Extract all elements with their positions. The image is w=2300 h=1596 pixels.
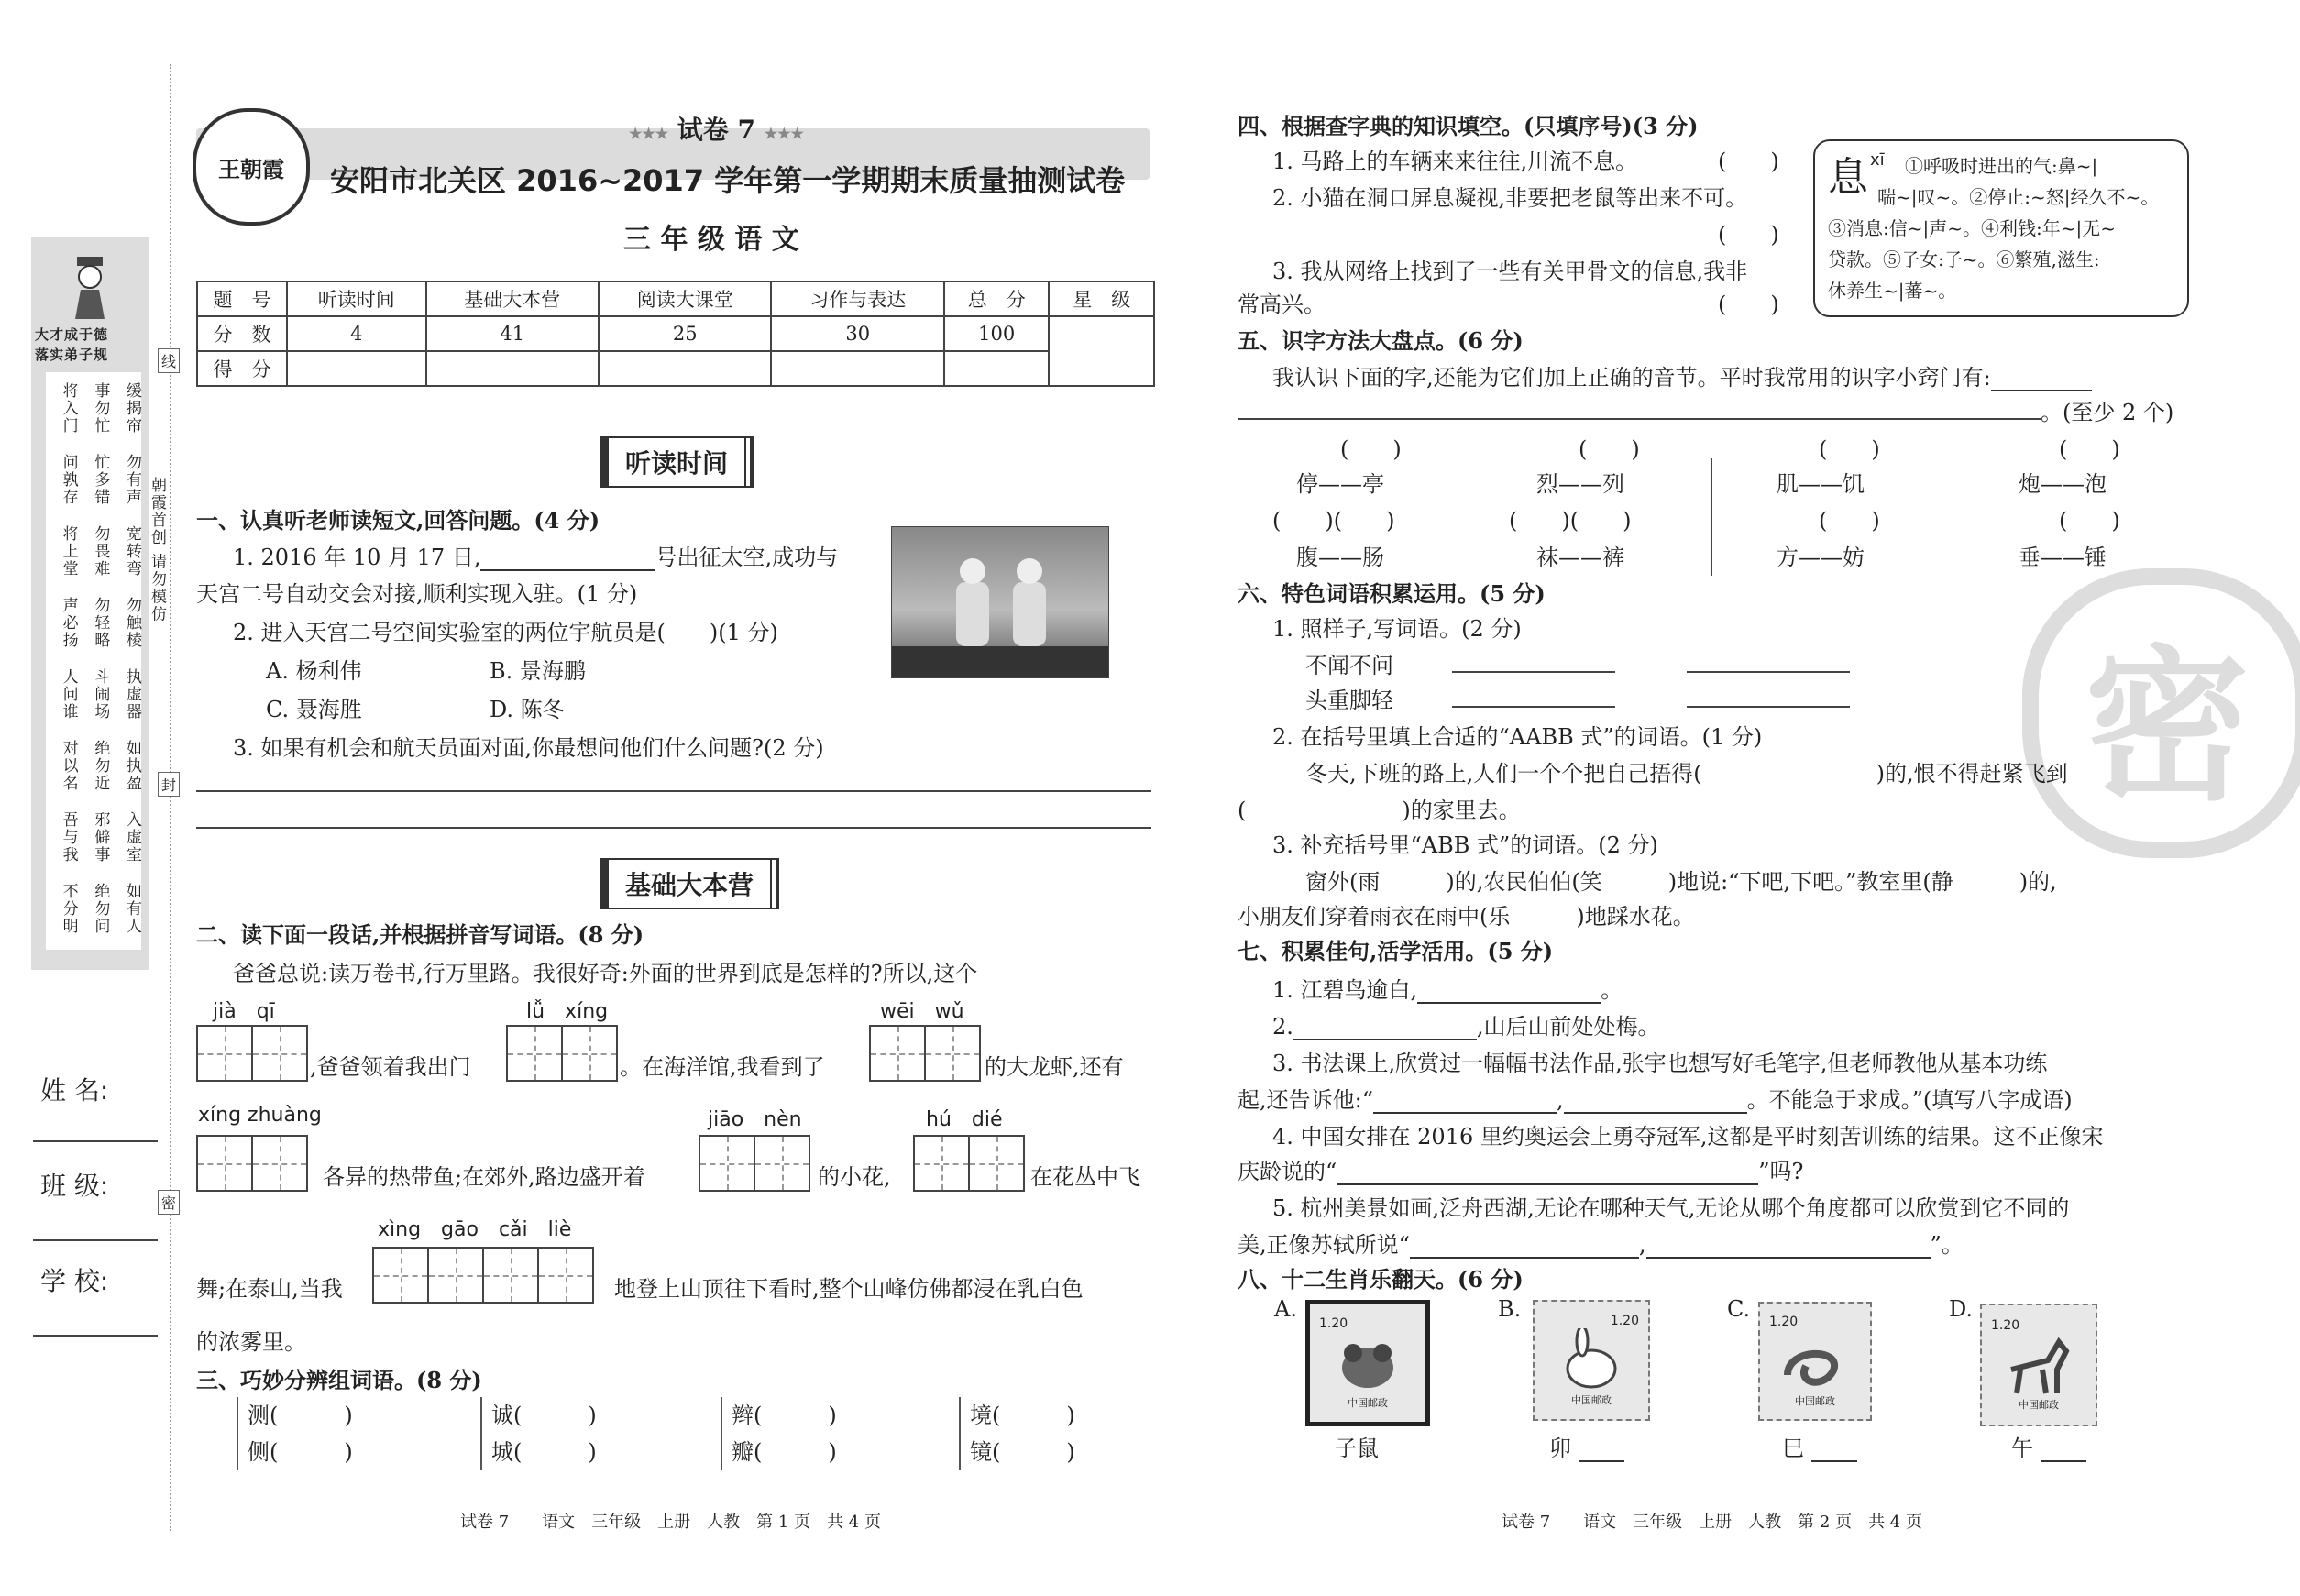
side-proverb: 人问谁 (59, 667, 78, 721)
dict-line: ③消息:信~|声~。④利钱:年~|无~ (1828, 217, 2116, 239)
watermark-text: 密 (2084, 630, 2250, 823)
q2-text: 的大龙虾,还有 (985, 1054, 1124, 1080)
word-pair: 垂——锤 (2019, 545, 2107, 570)
q7-5: 5. 杭州美景如画,泛舟西湖,无论在哪种天气,无论从哪个角度都可以欣赏到它不同的 (1272, 1195, 2070, 1221)
char-grid[interactable] (913, 1135, 1023, 1192)
answer-paren[interactable]: ( )( ) (1272, 508, 1395, 534)
table-header: 基础大本营 (426, 281, 599, 316)
char-grid[interactable] (196, 1025, 306, 1082)
table-cell: 30 (771, 316, 943, 351)
q3-item[interactable]: 测( ) (248, 1403, 353, 1428)
q7-1: 1. 江碧鸟逾白, 。 (1272, 977, 1623, 1003)
stamp-snake (1758, 1302, 1872, 1421)
answer-paren[interactable]: ( ) (1340, 436, 1402, 462)
side-proverb: 将入门 (59, 381, 78, 435)
answer-blank[interactable] (1579, 1436, 1624, 1462)
side-proverb: 入虚室 (123, 810, 141, 864)
dict-character: 息 (1828, 154, 1868, 201)
q8-title: 八、十二生肖乐翻天。(6 分) (1238, 1266, 1524, 1293)
q3-group (237, 1397, 353, 1470)
q7-4-cont: 庆龄说的“ ”吗? (1238, 1159, 1804, 1184)
answer-blank[interactable] (1410, 1233, 1639, 1259)
star-icon: ★★★ (629, 125, 669, 142)
pinyin: jiāo nèn (708, 1108, 802, 1131)
side-proverb: 忙多错 (91, 453, 110, 506)
seal-mark: 线 (158, 348, 180, 373)
q6-2-text: ( )的家里去。 (1238, 798, 1521, 823)
section-banner-listen: 听读时间 (607, 436, 746, 488)
q7-title: 七、积累佳句,活学活用。(5 分) (1238, 938, 1554, 964)
q2-line1: 爸爸总说:读万卷书,行万里路。我很好奇:外面的世界到底是怎样的?所以,这个 (233, 961, 978, 986)
table-header: 题 号 (197, 281, 287, 316)
stamp-letter: A. (1274, 1296, 1297, 1322)
pinyin: xíng zhuàng (198, 1104, 322, 1127)
q1-3: 3. 如果有机会和航天员面对面,你最想问他们什么问题?(2 分) (233, 735, 824, 761)
side-proverb: 邪僻事 (91, 810, 110, 864)
side-panel (31, 237, 149, 970)
table-cell: 41 (426, 316, 599, 351)
watermark-seal (2022, 568, 2300, 858)
table-header: 星 级 (1049, 281, 1154, 316)
q2-text: 在花丛中飞 (1030, 1164, 1140, 1190)
score-input-cell[interactable] (426, 351, 599, 386)
table-row-label: 得 分 (197, 351, 287, 386)
side-motto-1: 大才成于德 (35, 326, 109, 343)
q1-option[interactable]: D. 陈冬 (490, 697, 565, 722)
side-note: 朝霞首创 请勿模仿 (148, 477, 166, 623)
star-icon: ★★★ (764, 125, 804, 142)
answer-line[interactable] (1687, 706, 1850, 708)
q1-option[interactable]: A. 杨利伟 (266, 658, 362, 684)
word-pair: 停——亭 (1296, 471, 1384, 497)
stamp-answer: 巳 (1782, 1430, 1857, 1462)
paper-title: 安阳市北关区 2016~2017 学年第一学期期末质量抽测试卷 (330, 163, 1126, 198)
answer-blank[interactable] (480, 545, 655, 571)
stamp-country: 中国邮政 (1348, 1397, 1388, 1409)
side-proverb: 勿触棱 (123, 596, 141, 649)
q3-group (959, 1397, 1075, 1470)
answer-paren[interactable]: ( ) (1718, 222, 1779, 248)
side-motto-2: 落实弟子规 (35, 347, 109, 363)
q4-3: 3. 我从网络上找到了一些有关甲骨文的信息,我非 (1272, 259, 1748, 284)
side-proverb: 绝勿问 (91, 882, 110, 935)
name-label: 姓 名: (40, 1075, 109, 1106)
q2-text: 的浓雾里。 (196, 1329, 306, 1355)
q6-example: 头重脚轻 (1305, 688, 1393, 713)
side-proverb: 事勿忙 (91, 381, 110, 435)
stamp-letter: B. (1498, 1296, 1522, 1322)
q1-option[interactable]: B. 景海鹏 (490, 658, 586, 684)
q4-title: 四、根据查字典的知识填空。(只填序号)(3 分) (1238, 113, 1699, 139)
school-label: 学 校: (40, 1266, 109, 1296)
score-table (196, 281, 1155, 387)
char-grid[interactable] (372, 1247, 592, 1304)
stamp-answer: 卯 (1549, 1430, 1624, 1462)
q4-3-cont: 常高兴。 (1238, 292, 1326, 317)
q4-1: 1. 马路上的车辆来来往往,川流不息。 (1272, 149, 1638, 174)
stamp-answer: 子鼠 (1335, 1436, 1379, 1461)
answer-blank[interactable] (1373, 1088, 1557, 1114)
q1-2: 2. 进入天宫二号空间实验室的两位宇航员是( )(1 分) (233, 620, 778, 645)
stamp-letter: C. (1727, 1296, 1751, 1322)
answer-paren[interactable]: ( ) (1819, 436, 1880, 462)
dict-line: 休养生~|蕃~。 (1828, 280, 1957, 302)
q3-item[interactable]: 城( ) (491, 1439, 597, 1465)
divider (1711, 458, 1712, 576)
answer-blank[interactable] (1991, 366, 2092, 391)
answer-line[interactable] (1452, 706, 1615, 708)
pinyin: wēi wǔ (880, 1000, 964, 1023)
answer-blank[interactable] (1811, 1436, 1857, 1462)
stamp-answer: 午 (2011, 1430, 2086, 1462)
answer-line[interactable] (1452, 671, 1615, 673)
table-header: 阅读大课堂 (599, 281, 771, 316)
stamp-country: 中国邮政 (2019, 1399, 2059, 1411)
side-proverb: 如有人 (123, 882, 141, 935)
name-field[interactable] (33, 1140, 158, 1142)
q7-4: 4. 中国女排在 2016 里约奥运会上勇夺冠军,这都是平时刻苦训练的结果。这不正像宋 (1272, 1124, 2104, 1150)
q4-2: 2. 小猫在洞口屏息凝视,非要把老鼠等出来不可。 (1272, 185, 1748, 211)
side-proverb: 缓揭帘 (123, 381, 141, 435)
logo (193, 108, 310, 226)
side-proverb: 问孰存 (59, 453, 78, 506)
table-header: 习作与表达 (771, 281, 943, 316)
answer-line[interactable] (196, 827, 1151, 829)
page-footer-right: 试卷 7 语文 三年级 上册 人教 第 2 页 共 4 页 (1502, 1513, 1922, 1532)
side-proverb: 宽转弯 (123, 524, 141, 578)
rabbit-icon (1555, 1328, 1628, 1392)
seal-mark: 密 (158, 1190, 180, 1215)
score-input-cell[interactable] (771, 351, 943, 386)
q6-2: 2. 在括号里填上合适的“AABB 式”的词语。(1 分) (1272, 724, 1763, 750)
char-grid[interactable] (869, 1025, 979, 1082)
stamp-horse (1980, 1304, 2097, 1426)
school-field[interactable] (33, 1335, 158, 1337)
rat-icon (1331, 1331, 1404, 1395)
dict-line: 喘~|叹~。②停止:~怒|经久不~。 (1877, 186, 2160, 208)
q3-item[interactable]: 境( ) (970, 1403, 1075, 1428)
q7-3: 3. 书法课上,欣赏过一幅幅书法作品,张宇也想写好毛笔字,但老师教他从基本功练 (1272, 1051, 2048, 1076)
answer-line[interactable] (196, 790, 1151, 792)
q2-text: 。在海洋馆,我看到了 (620, 1054, 825, 1080)
pinyin: lǚ xíng (526, 1000, 609, 1023)
answer-line[interactable] (1687, 671, 1850, 673)
q3-item[interactable]: 镜( ) (970, 1439, 1075, 1465)
word-pair: 袜——裤 (1536, 545, 1624, 570)
side-proverb: 声必扬 (59, 596, 78, 649)
answer-blank[interactable] (1646, 1233, 1931, 1259)
q5-grid (1238, 431, 2195, 578)
side-proverb: 勿轻略 (91, 596, 110, 649)
char-grid[interactable] (506, 1025, 616, 1082)
side-proverb: 对以名 (59, 739, 78, 792)
dict-line: 贷款。⑤子女:子~。⑥繁殖,滋生: (1828, 248, 2100, 270)
q6-1: 1. 照样子,写词语。(2 分) (1272, 616, 1522, 642)
q6-3-text[interactable]: 小朋友们穿着雨衣在雨中(乐 )地踩水花。 (1238, 904, 1695, 930)
pinyin: xìng gāo cǎi liè (378, 1218, 572, 1241)
stamp-value: 1.20 (1610, 1314, 1639, 1328)
answer-line[interactable] (1238, 418, 2041, 420)
table-header: 听读时间 (287, 281, 426, 316)
stamp-value: 1.20 (1991, 1318, 2020, 1333)
score-input-cell[interactable] (287, 351, 426, 386)
answer-blank[interactable] (1337, 1160, 1758, 1185)
answer-blank[interactable] (1417, 978, 1601, 1004)
stamp-country: 中国邮政 (1795, 1395, 1835, 1407)
q2-text: 舞;在泰山,当我 (196, 1276, 343, 1302)
q7-5-cont: 美,正像苏轼所说“ , ”。 (1238, 1232, 1964, 1258)
q7-2: 2. ,山后山前处处梅。 (1272, 1014, 1660, 1040)
answer-paren[interactable]: ( )( ) (1509, 508, 1632, 534)
stamp-country: 中国邮政 (1571, 1394, 1612, 1406)
word-pair: 方——妨 (1777, 545, 1865, 570)
stamp-value: 1.20 (1769, 1315, 1799, 1329)
astronaut-photo (891, 526, 1109, 678)
paper-subtitle: 三 年 级 语 文 (623, 224, 799, 256)
pinyin: hú dié (926, 1108, 1003, 1131)
table-header: 总 分 (944, 281, 1050, 316)
q6-example: 不闻不问 (1305, 653, 1393, 678)
q7-3-cont: 起,还告诉他:“ , 。不能急于求成。”(填写八字成语) (1238, 1087, 2073, 1113)
q3-item[interactable]: 辫( ) (732, 1403, 837, 1428)
dict-pinyin: xī (1870, 150, 1885, 170)
horse-icon (2002, 1333, 2075, 1397)
q1-option[interactable]: C. 聂海胜 (266, 697, 362, 722)
side-proverb: 不分明 (59, 882, 78, 935)
char-grid[interactable] (196, 1135, 306, 1192)
section-banner-base: 基础大本营 (607, 858, 772, 909)
q5-title: 五、识字方法大盘点。(6 分) (1238, 327, 1524, 354)
class-label: 班 级: (40, 1171, 109, 1201)
q3-item[interactable]: 侧( ) (248, 1439, 353, 1465)
q2-text: 的小花, (818, 1164, 891, 1190)
side-proverb: 如执盈 (123, 739, 141, 792)
side-proverb: 勿畏难 (91, 524, 110, 578)
side-proverb: 斗闹场 (91, 667, 110, 721)
dictionary-card (1813, 139, 2189, 317)
word-pair: 烈——列 (1536, 471, 1624, 497)
scholar-icon (68, 255, 112, 319)
q5-text: 我认识下面的字,还能为它们加上正确的音节。平时我常用的识字小窍门有: (1272, 359, 2092, 391)
binding-line (170, 64, 171, 1531)
table-cell: 100 (944, 316, 1050, 351)
snake-icon (1778, 1329, 1852, 1393)
q3-title: 三、巧妙分辨组词语。(8 分) (196, 1367, 482, 1393)
q6-3-text[interactable]: 窗外(雨 )的,农民伯伯(笑 )地说:“下吧,下吧。”教室里(静 )的, (1305, 869, 2057, 895)
q6-3: 3. 补充括号里“ABB 式”的词语。(2 分) (1272, 832, 1658, 858)
q1-1-cont: 天宫二号自动交会对接,顺利实现入驻。(1 分) (196, 581, 638, 607)
answer-blank[interactable] (1564, 1088, 1747, 1114)
logo-text: 王朝霞 (218, 155, 284, 182)
answer-paren[interactable]: ( ) (2059, 436, 2120, 462)
stamp-letter: D. (1949, 1296, 1974, 1322)
q1-title: 一、认真听老师读短文,回答问题。(4 分) (196, 507, 600, 534)
answer-blank[interactable] (2041, 1436, 2086, 1462)
stamp-value: 1.20 (1319, 1316, 1348, 1331)
stamp-rabbit (1533, 1300, 1650, 1421)
q6-title: 六、特色词语积累运用。(5 分) (1238, 580, 1546, 607)
answer-paren[interactable]: ( ) (2059, 508, 2120, 534)
table-row-label: 分 数 (197, 316, 287, 351)
star-rating-cell[interactable] (1049, 316, 1154, 386)
q3-group (721, 1397, 837, 1470)
side-proverb: 将上堂 (59, 524, 78, 578)
class-field[interactable] (33, 1239, 158, 1241)
table-cell: 25 (599, 316, 771, 351)
side-proverb: 执虚器 (123, 667, 141, 721)
pinyin: jià qī (213, 1000, 275, 1023)
answer-paren[interactable]: ( ) (1819, 508, 1880, 534)
seal-mark: 封 (158, 772, 180, 797)
side-proverb: 吾与我 (59, 810, 78, 864)
q2-text: 地登上山顶往下看时,整个山峰仿佛都浸在乳白色 (614, 1276, 1084, 1302)
q3-item[interactable]: 瓣( ) (732, 1439, 837, 1465)
char-grid[interactable] (699, 1135, 809, 1192)
score-input-cell[interactable] (599, 351, 771, 386)
q2-title: 二、读下面一段话,并根据拼音写词语。(8 分) (196, 921, 644, 948)
table-cell: 4 (287, 316, 426, 351)
q1-1: 1. 2016 年 10 月 17 日, 号出征太空,成功与 (233, 545, 839, 570)
answer-paren[interactable]: ( ) (1579, 436, 1640, 462)
side-proverb: 勿有声 (123, 453, 141, 506)
answer-blank[interactable] (1293, 1015, 1477, 1040)
word-pair: 炮——泡 (2019, 471, 2107, 497)
dict-line: ①呼吸时进出的气:鼻~| (1905, 155, 2098, 177)
score-input-cell[interactable] (944, 351, 1050, 386)
word-pair: 腹——肠 (1296, 545, 1384, 570)
stamp-rat (1305, 1300, 1430, 1426)
q2-text: ,爸爸领着我出门 (310, 1054, 471, 1080)
answer-paren[interactable]: ( ) (1718, 149, 1779, 174)
page-footer-left: 试卷 7 语文 三年级 上册 人教 第 1 页 共 4 页 (460, 1513, 881, 1532)
word-pair: 肌——饥 (1777, 471, 1865, 497)
answer-paren[interactable]: ( ) (1718, 292, 1779, 317)
side-proverb: 绝勿近 (91, 739, 110, 792)
q3-item[interactable]: 诚( ) (491, 1403, 597, 1428)
paper-label: ★★★ 试卷 7 ★★★ (629, 115, 804, 145)
q6-2-text: 冬天,下班的路上,人们一个个把自己捂得( )的,恨不得赶紧飞到 (1305, 761, 2068, 787)
q3-group (480, 1397, 597, 1470)
side-proverb-list (46, 372, 141, 950)
q2-text: 各异的热带鱼;在郊外,路边盛开着 (323, 1164, 645, 1190)
q5-tail: 。(至少 2 个) (2041, 400, 2174, 425)
